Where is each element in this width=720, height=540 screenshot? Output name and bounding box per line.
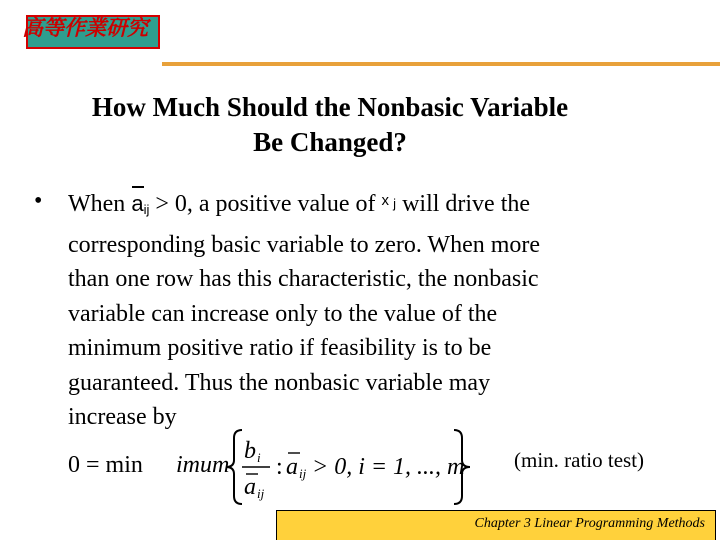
slide-title-line-1: How Much Should the Nonbasic Variable (91, 92, 569, 122)
paragraph-line-3: than one row has this characteristic, the nonbasic (68, 266, 539, 292)
footer-chapter-label: Chapter 3 Linear Programming Methods (474, 516, 705, 531)
text-after-x: will drive the (396, 191, 531, 217)
header-rule (162, 62, 720, 66)
paragraph-line-5: minimum positive ratio if feasibility is to be (68, 335, 492, 361)
condition-a-subscript: ij (299, 466, 307, 481)
slide-title (0, 90, 660, 160)
paragraph-line-6: guaranteed. Thus the nonbasic variable may (68, 369, 491, 396)
symbol-x-letter: x (381, 192, 389, 209)
fraction-numerator: b (244, 438, 256, 464)
symbol-a-bar (131, 187, 149, 228)
condition-colon: : (276, 454, 283, 480)
brand-logo-text: 高等作業研究 (22, 15, 148, 40)
slide-title-line-2: Be Changed? (253, 127, 407, 157)
bullet-marker: • (34, 188, 43, 214)
formula-note: (min. ratio test) (514, 448, 645, 472)
text-after-a: > 0, a positive value of (149, 191, 382, 217)
condition-rest: > 0, i = 1, ..., m (312, 454, 465, 480)
formula-lhs: 0 = min (68, 452, 143, 478)
min-ratio-formula (66, 422, 486, 512)
condition-a: a (286, 454, 298, 480)
formula-word-imum: imum (176, 452, 230, 478)
word-when: When (68, 191, 126, 217)
symbol-a: a (131, 191, 144, 216)
left-brace (226, 430, 242, 504)
paragraph-line-2: corresponding basic variable to zero. When more (68, 231, 541, 258)
symbol-x (382, 192, 397, 209)
overbar (132, 186, 144, 188)
symbol-a-subscript: ij (143, 202, 150, 217)
paragraph-line-7: increase by (68, 404, 177, 430)
symbol-x-subscript: j (393, 196, 397, 211)
fraction-denominator: a (244, 474, 256, 500)
fraction-numerator-subscript: i (257, 450, 261, 465)
fraction-denominator-subscript: ij (257, 486, 265, 501)
footer-bar (276, 510, 716, 540)
bullet-paragraph (68, 184, 668, 435)
paragraph-line-4: variable can increase only to the value of the (68, 300, 498, 327)
paragraph-line-1 (68, 184, 668, 228)
